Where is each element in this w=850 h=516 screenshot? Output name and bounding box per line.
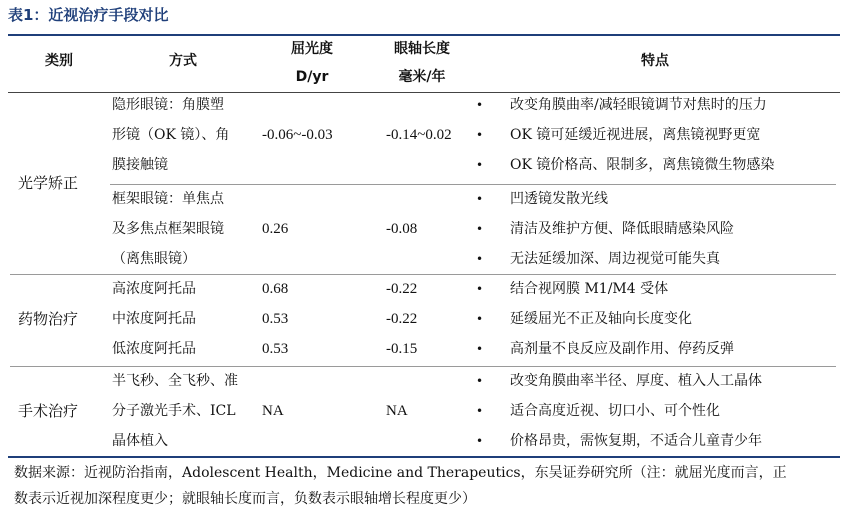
bullet-icon: •: [476, 342, 484, 356]
header-diopter-unit: D/yr: [295, 69, 329, 85]
feature-item: 凹透镜发散光线: [510, 191, 608, 207]
axial-value: -0.08: [386, 221, 418, 237]
method-line: 形镜（OK 镜）、角: [112, 127, 230, 143]
header-category: 类别: [45, 53, 73, 69]
bullet-icon: •: [476, 282, 484, 296]
header-axial-unit: 毫米/年: [398, 69, 446, 85]
feature-item: 适合高度近视、切口小、可个性化: [510, 403, 720, 419]
table-title: 表1：近视治疗手段对比: [8, 6, 169, 24]
axial-value: NA: [386, 403, 408, 419]
diopter-value: 0.26: [262, 221, 289, 237]
feature-item: OK 镜价格高、限制多，离焦镜微生物感染: [510, 157, 775, 173]
bullet-icon: •: [476, 128, 484, 142]
bullet-icon: •: [476, 98, 484, 112]
diopter-value: NA: [262, 403, 284, 419]
bullet-icon: •: [476, 158, 484, 172]
method-line: 晶体植入: [112, 433, 168, 449]
category-drug: 药物治疗: [18, 310, 79, 328]
axial-value: -0.22: [386, 311, 418, 327]
axial-value: -0.14~0.02: [386, 127, 452, 143]
feature-item: 结合视网膜 M1/M4 受体: [510, 281, 669, 297]
method-line: 框架眼镜：单焦点: [112, 191, 224, 207]
bullet-icon: •: [476, 222, 484, 236]
category-surgery: 手术治疗: [18, 402, 79, 420]
bullet-icon: •: [476, 312, 484, 326]
source-line: 数据来源：近视防治指南，Adolescent Health，Medicine and Therapeutics，东吴证券研究所（注：就屈光度而言，正: [14, 465, 787, 481]
method-line: 低浓度阿托品: [112, 341, 196, 357]
diopter-value: 0.53: [262, 311, 289, 327]
method-line: 膜接触镜: [112, 157, 168, 173]
method-line: 及多焦点框架眼镜: [112, 221, 224, 237]
header-features: 特点: [641, 53, 669, 69]
source-line: 数表示近视加深程度更少；就眼轴长度而言，负数表示眼轴增长程度更少）: [14, 491, 476, 507]
feature-item: 无法延缓加深、周边视觉可能失真: [510, 251, 720, 267]
axial-value: -0.22: [386, 281, 418, 297]
method-line: （离焦眼镜）: [112, 251, 196, 267]
axial-value: -0.15: [386, 341, 418, 357]
feature-item: 延缓屈光不正及轴向长度变化: [510, 311, 692, 327]
method-line: 中浓度阿托品: [112, 311, 196, 327]
source-note: [14, 460, 840, 512]
bullet-icon: •: [476, 434, 484, 448]
bullet-icon: •: [476, 374, 484, 388]
feature-item: 高剂量不良反应及副作用、停药反弹: [510, 341, 734, 357]
bullet-icon: •: [476, 404, 484, 418]
bottom-rule: [8, 456, 840, 458]
feature-item: 价格昂贵，需恢复期，不适合儿童青少年: [510, 433, 762, 449]
method-line: 隐形眼镜：角膜塑: [112, 97, 224, 113]
category-optical: 光学矫正: [18, 174, 79, 192]
diopter-value: 0.53: [262, 341, 289, 357]
diopter-value: 0.68: [262, 281, 289, 297]
feature-item: 清洁及维护方便、降低眼睛感染风险: [510, 221, 734, 237]
header-axial: 眼轴长度: [394, 41, 450, 57]
feature-item: OK 镜可延缓近视进展，离焦镜视野更宽: [510, 127, 761, 143]
method-line: 高浓度阿托品: [112, 281, 196, 297]
header-diopter: 屈光度: [291, 41, 333, 57]
feature-item: 改变角膜曲率/减轻眼镜调节对焦时的压力: [510, 97, 767, 113]
diopter-value: -0.06~-0.03: [262, 127, 333, 143]
bullet-icon: •: [476, 192, 484, 206]
header-method: 方式: [169, 53, 197, 69]
bullet-icon: •: [476, 252, 484, 266]
method-line: 分子激光手术、ICL: [112, 403, 236, 419]
method-line: 半飞秒、全飞秒、准: [112, 373, 238, 389]
feature-item: 改变角膜曲率半径、厚度、植入人工晶体: [510, 373, 762, 389]
